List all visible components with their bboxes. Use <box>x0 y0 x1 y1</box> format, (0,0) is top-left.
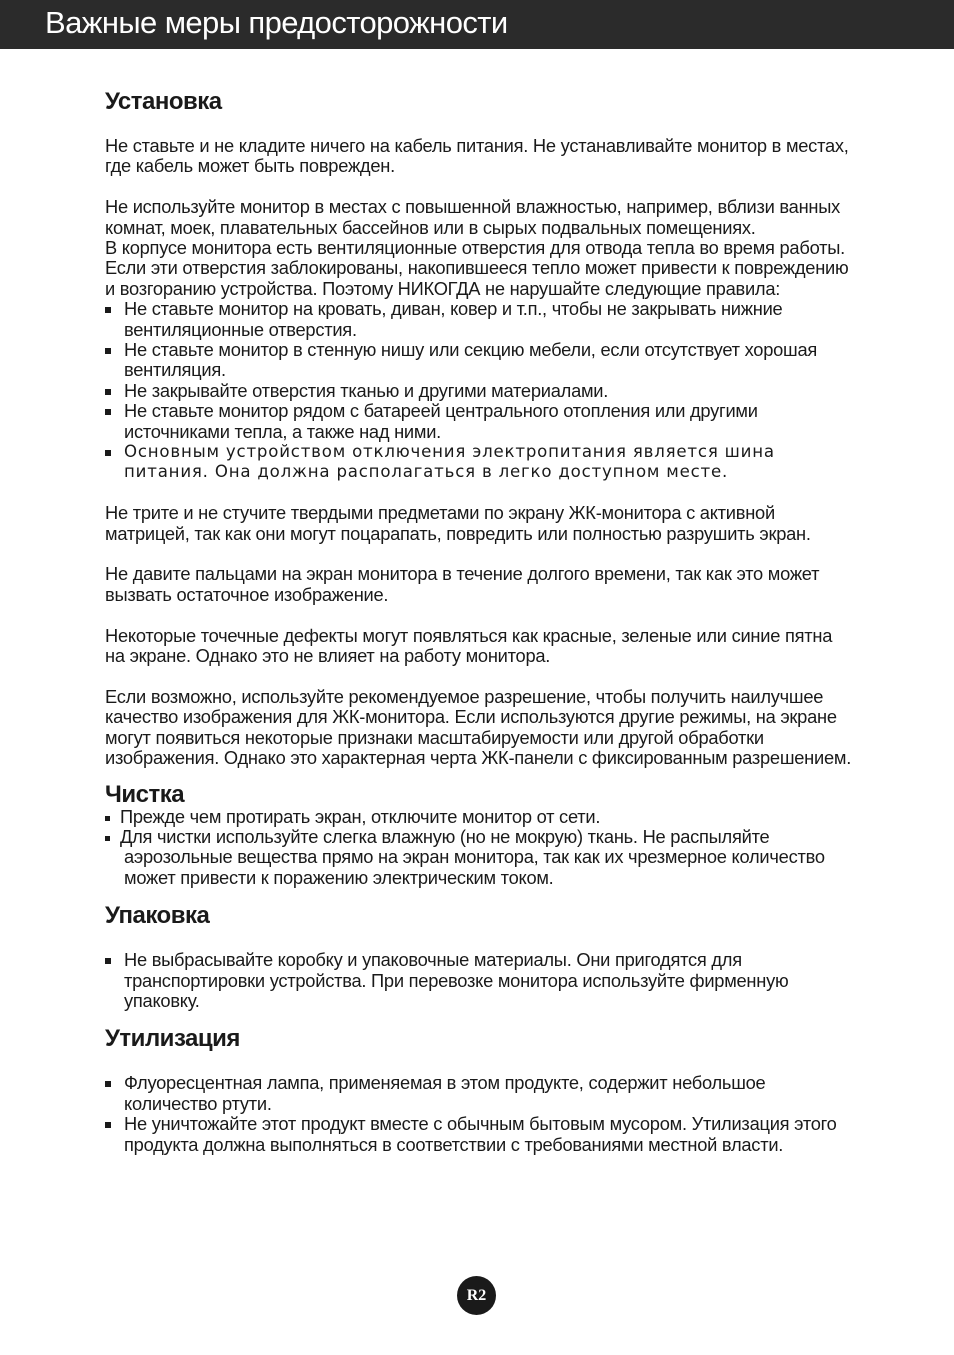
install-paragraph-power-cable: Не ставьте и не кладите ничего на кабель питания. Не устанавливайте монитор в местах, где кабель может быть поврежден. <box>105 135 849 177</box>
install-paragraph-ventilation: В корпусе монитора есть вентиляционные отверстия для отвода тепла во время работы. Если эти отверстия заблокированы, накопившееся тепло может привести к повреждению и возгоранию устройства. Поэтому НИКОГДА не нарушайте следующие правила: <box>105 237 849 299</box>
list-item: Не ставьте монитор на кровать, диван, ковер и т.п., чтобы не закрывать нижние вентиляционные отверстия. <box>105 299 855 340</box>
list-item: Не выбрасывайте коробку и упаковочные материалы. Они пригодятся для транспортировки устройства. При перевозке монитора используйте фирменную упаковку. <box>105 950 855 1011</box>
bullet-icon <box>105 1081 111 1087</box>
install-paragraph-resolution: Если возможно, используйте рекомендуемое разрешение, чтобы получить наилучшее качество изображения для ЖК-монитора. Если используются другие режимы, на экране могут появиться некоторые признаки масштабируемости или другой обработки изображения. Однако это характерная черта ЖК-панели с фиксированным разрешением. <box>105 685 852 769</box>
install-paragraph-pressure: Не давите пальцами на экран монитора в течение долгого времени, так как это может вызвать остаточное изображение. <box>105 563 820 605</box>
bullet-icon <box>105 450 111 456</box>
section-heading-disposal: Утилизация <box>105 1025 240 1053</box>
list-item: Не уничтожайте этот продукт вместе с обычным бытовым мусором. Утилизация этого продукта должна выполняться в соответствии с требованиями местной власти. <box>105 1114 855 1155</box>
section-heading-install: Установка <box>105 88 222 115</box>
page-number-badge <box>457 1276 496 1315</box>
list-item: Не ставьте монитор рядом с батареей центрального отопления или другими источниками тепла, а также над ними. <box>105 401 855 442</box>
bullet-icon <box>105 348 111 354</box>
bullet-icon <box>105 836 110 841</box>
bullet-icon <box>105 409 111 415</box>
page-title: Важные меры предосторожности <box>45 5 508 40</box>
install-paragraph-pixel-defects: Некоторые точечные дефекты могут появляться как красные, зеленые или синие пятна на экране. Однако это не влияет на работу монитора. <box>105 624 833 667</box>
list-item: Не закрывайте отверстия тканью и другими материалами. <box>105 381 855 401</box>
section-heading-cleaning: Чистка <box>105 780 185 808</box>
document-body <box>105 86 855 1155</box>
install-paragraph-screen-scratch: Не трите и не стучите твердыми предметами по экрану ЖК-монитора с активной матрицей, так как они могут поцарапать, повредить или полностью разрушить экран. <box>105 502 811 544</box>
page-header-bar <box>0 0 954 49</box>
bullet-icon <box>105 307 111 313</box>
list-item: Прежде чем протирать экран, отключите монитор от сети. <box>105 807 855 827</box>
bullet-icon <box>105 389 111 395</box>
list-item: Для чистки используйте слегка влажную (но не мокрую) ткань. Не распыляйте аэрозольные вещества прямо на экран монитора, так как их чрезмерное количество может привести к поражению электрическим током. <box>105 827 855 888</box>
bullet-icon <box>105 1122 111 1128</box>
bullet-icon <box>105 816 110 821</box>
install-ventilation-rules <box>105 299 855 483</box>
list-item: Не ставьте монитор в стенную нишу или секцию мебели, если отсутствует хорошая вентиляция. <box>105 340 855 381</box>
disposal-list <box>105 1073 855 1155</box>
packing-list <box>105 950 855 1011</box>
list-item: Флуоресцентная лампа, применяемая в этом продукте, содержит небольшое количество ртути. <box>105 1073 855 1114</box>
bullet-icon <box>105 958 111 964</box>
install-paragraph-humidity: Не используйте монитор в местах с повышенной влажностью, например, вблизи ванных комнат, моек, плавательных бассейнов или в сырых подвальных помещениях. <box>105 196 841 238</box>
page-number: R2 <box>466 1286 487 1304</box>
cleaning-list <box>105 807 855 889</box>
list-item: Основным устройством отключения электропитания является шина питания. Она должна располагаться в легко доступном месте. <box>105 442 855 483</box>
section-heading-packing: Упаковка <box>105 902 210 930</box>
